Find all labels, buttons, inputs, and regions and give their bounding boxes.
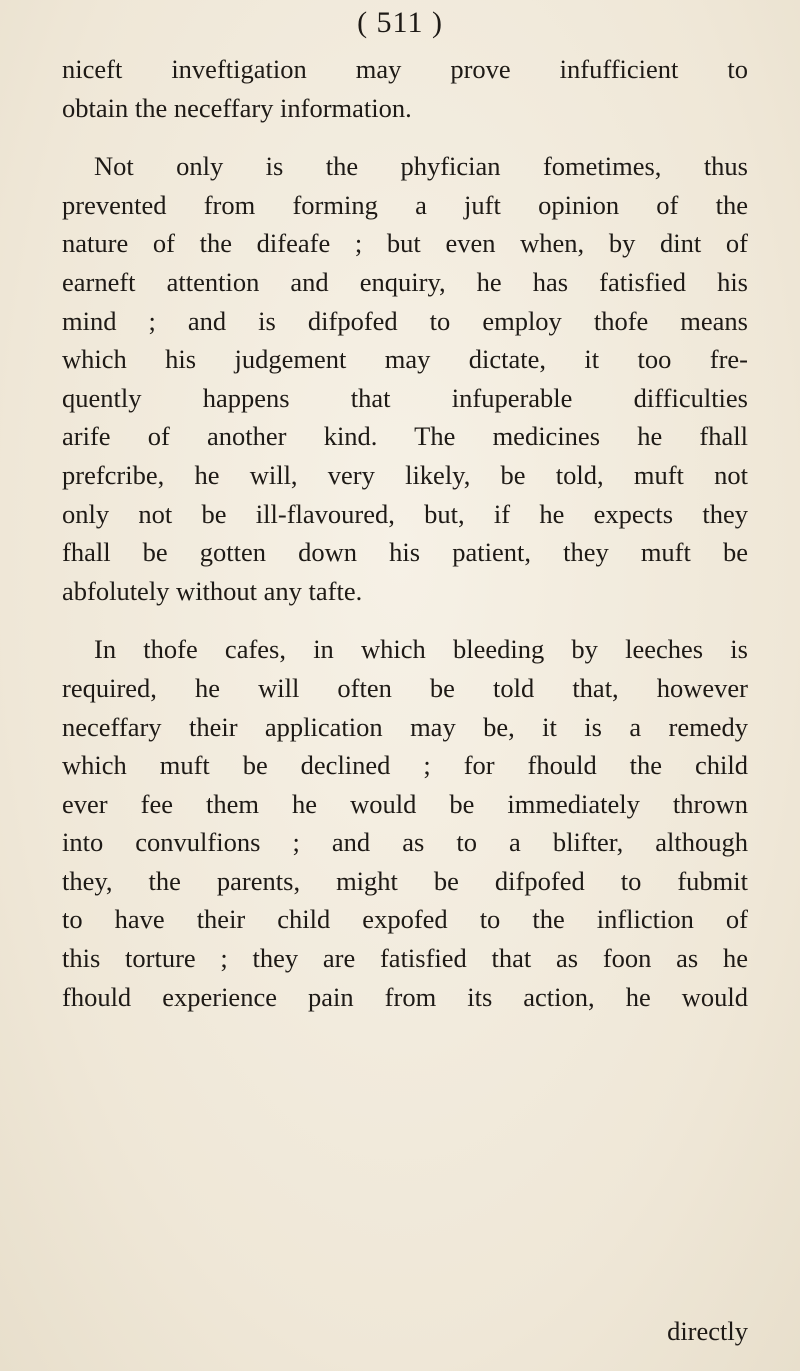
text-line: fhall be gotten down his patient, they muft be (62, 537, 748, 568)
text-line: prefcribe, he will, very likely, be told, muft not (62, 459, 748, 490)
text-line: earneft attention and enquiry, he has fatisfied his (62, 266, 748, 297)
text-line: this torture ; they are fatisfied that as foon as he (62, 943, 748, 974)
text-line: required, he will often be told that, however (62, 672, 748, 703)
paragraph (62, 630, 748, 1016)
text-line: neceffary their application may be, it is a remedy (62, 711, 748, 742)
text-line: to have their child expofed to the infliction of (62, 904, 748, 935)
text-line: they, the parents, might be difpofed to fubmit (62, 865, 748, 896)
body-text (62, 50, 748, 1016)
text-line: abfolutely without any tafte. (62, 575, 363, 606)
paragraph (62, 147, 748, 610)
paragraph (62, 50, 748, 127)
text-line: into convulfions ; and as to a blifter, although (62, 827, 748, 858)
text-line: only not be ill-flavoured, but, if he expects they (62, 498, 748, 529)
text-line: nature of the difeafe ; but even when, by dint of (62, 228, 748, 259)
text-line: In thofe cafes, in which bleeding by leeches is (94, 634, 748, 665)
text-line: obtain the neceffary information. (62, 92, 412, 123)
text-line: which his judgement may dictate, it too fre- (62, 344, 748, 375)
text-line: prevented from forming a juft opinion of the (62, 189, 748, 220)
text-line: Not only is the phyfician fometimes, thus (94, 151, 748, 182)
text-line: niceft inveftigation may prove infufficient to (62, 54, 748, 84)
text-line: which muft be declined ; for fhould the child (62, 750, 748, 781)
text-line: quently happens that infuperable difficulties (62, 382, 748, 413)
text-line: ever fee them he would be immediately thrown (62, 788, 748, 819)
running-head-page-number: ( 511 ) (357, 6, 443, 39)
text-line: arife of another kind. The medicines he fhall (62, 421, 748, 452)
catchword: directly (667, 1316, 748, 1346)
text-line: fhould experience pain from its action, he would (62, 981, 748, 1012)
text-line: mind ; and is difpofed to employ thofe means (62, 305, 748, 336)
